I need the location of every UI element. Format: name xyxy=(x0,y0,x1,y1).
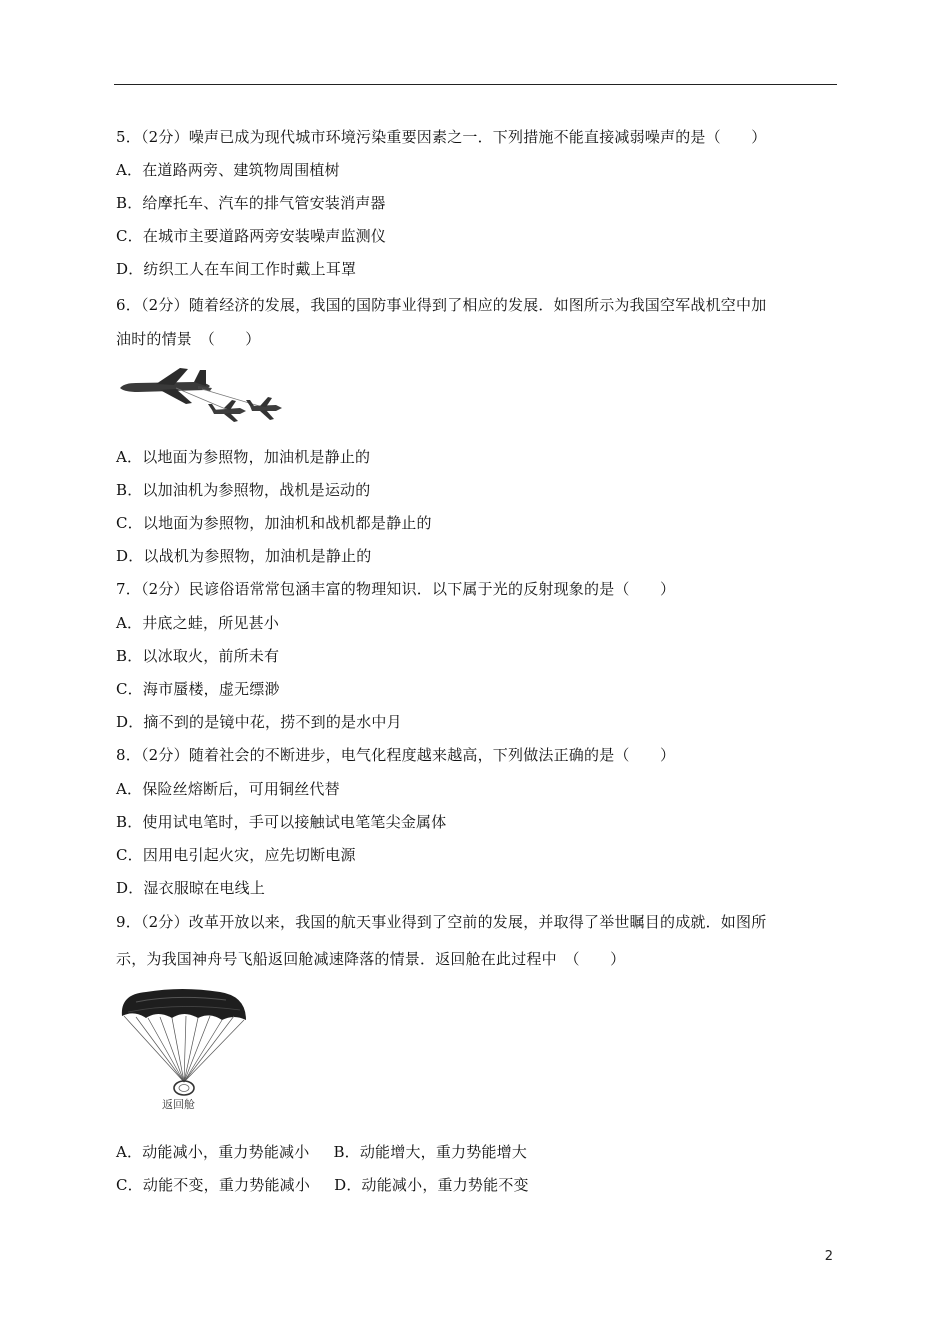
figure-caption: 返回舱 xyxy=(162,1098,195,1111)
return-capsule-icon xyxy=(174,1081,194,1095)
q7-option-b: B．以冰取火，前所未有 xyxy=(116,647,280,665)
aerial-refueling-figure xyxy=(116,364,284,428)
q5-option-d: D．纺织工人在车间工作时戴上耳罩 xyxy=(116,260,357,278)
parachute-icon xyxy=(122,989,246,1082)
q5-option-a: A．在道路两旁、建筑物周围植树 xyxy=(116,161,340,179)
q5-option-b: B．给摩托车、汽车的排气管安装消声器 xyxy=(116,194,386,212)
q7-option-d: D．摘不到的是镜中花，捞不到的是水中月 xyxy=(116,713,402,731)
q6-option-c: C．以地面为参照物，加油机和战机都是静止的 xyxy=(116,514,432,532)
q9-option-d: D．动能减小，重力势能不变 xyxy=(334,1176,529,1194)
q7-stem: 7．（2分）民谚俗语常常包涵丰富的物理知识．以下属于光的反射现象的是（ ） xyxy=(116,580,676,598)
q5-stem: 5．（2分）噪声已成为现代城市环境污染重要因素之一．下列措施不能直接减弱噪声的是（ ） xyxy=(116,128,767,146)
q9-option-c: C．动能不变，重力势能减小 xyxy=(116,1176,311,1194)
q8-option-d: D．湿衣服晾在电线上 xyxy=(116,879,266,897)
q9-options-row2 xyxy=(116,1175,529,1195)
q6-stem-line2: 油时的情景 （ ） xyxy=(116,330,261,348)
q7-option-c: C．海市蜃楼，虚无缥渺 xyxy=(116,680,280,698)
fighter-jet-icon xyxy=(246,397,282,420)
q6-stem-line1: 6．（2分）随着经济的发展，我国的国防事业得到了相应的发展．如图所示为我国空军战机空中加 xyxy=(116,296,767,314)
q9-options-row1 xyxy=(116,1142,527,1162)
header-rule xyxy=(114,84,837,85)
q7-option-a: A．井底之蛙，所见甚小 xyxy=(116,614,280,632)
q9-option-a: A．动能减小，重力势能减小 xyxy=(116,1143,310,1161)
fighter-jet-icon xyxy=(208,400,246,422)
parachute-capsule-figure xyxy=(116,986,250,1112)
q8-option-c: C．因用电引起火灾，应先切断电源 xyxy=(116,846,356,864)
q6-option-d: D．以战机为参照物，加油机是静止的 xyxy=(116,547,372,565)
q9-option-b: B．动能增大，重力势能增大 xyxy=(333,1143,528,1161)
tanker-aircraft-icon xyxy=(120,368,266,410)
q9-stem-line2: 示，为我国神舟号飞船返回舱减速降落的情景．返回舱在此过程中 （ ） xyxy=(116,950,626,968)
q8-option-b: B．使用试电笔时，手可以接触试电笔笔尖金属体 xyxy=(116,813,447,831)
q8-stem: 8．（2分）随着社会的不断进步，电气化程度越来越高，下列做法正确的是（ ） xyxy=(116,746,676,764)
q5-option-c: C．在城市主要道路两旁安装噪声监测仪 xyxy=(116,227,387,245)
page-number: 2 xyxy=(824,1249,833,1264)
q6-option-b: B．以加油机为参照物，战机是运动的 xyxy=(116,481,371,499)
q9-stem-line1: 9．（2分）改革开放以来，我国的航天事业得到了空前的发展，并取得了举世瞩目的成就．如图所 xyxy=(116,913,767,931)
q8-option-a: A．保险丝熔断后，可用铜丝代替 xyxy=(116,780,340,798)
q6-option-a: A．以地面为参照物，加油机是静止的 xyxy=(116,448,371,466)
